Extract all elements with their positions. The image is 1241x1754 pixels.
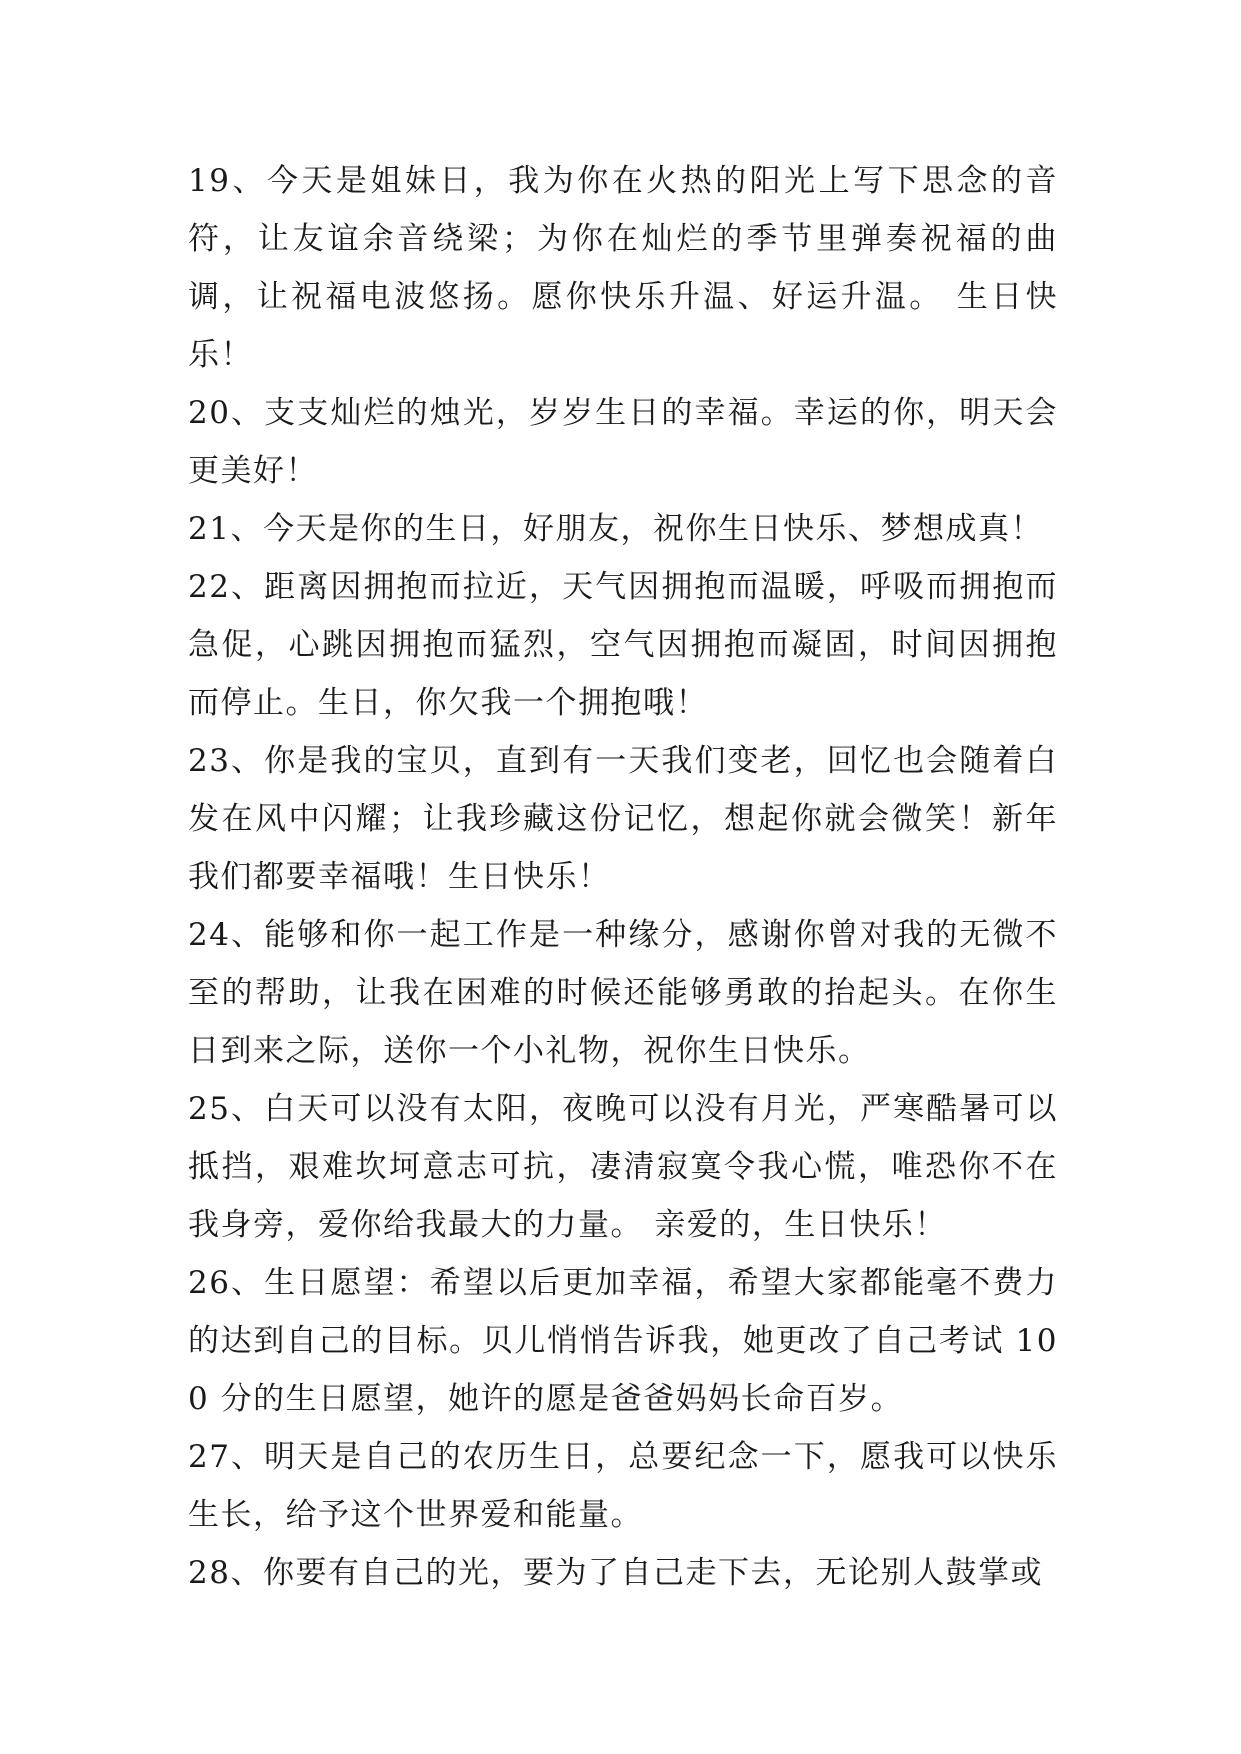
paragraph-27: 27、明天是自己的农历生日，总要纪念一下，愿我可以快乐生长，给予这个世界爱和能量。 — [188, 1439, 1058, 1533]
paragraph-19: 19、今天是姐妹日，我为你在火热的阳光上写下思念的音符，让友谊余音绕梁；为你在灿烂的季节里弹奏祝福的曲调，让祝福电波悠扬。愿你快乐升温、好运升温。 生日快乐！ — [188, 163, 1058, 373]
paragraph-24: 24、能够和你一起工作是一种缘分，感谢你曾对我的无微不至的帮助，让我在困难的时候还能够勇敢的抬起头。在你生日到来之际，送你一个小礼物，祝你生日快乐。 — [188, 917, 1058, 1069]
paragraph-23: 23、你是我的宝贝，直到有一天我们变老，回忆也会随着白发在风中闪耀；让我珍藏这份记忆，想起你就会微笑！新年我们都要幸福哦！生日快乐！ — [188, 743, 1058, 895]
paragraph-26: 26、生日愿望：希望以后更加幸福，希望大家都能毫不费力的达到自己的目标。贝儿悄悄告诉我，她更改了自己考试 100 分的生日愿望，她许的愿是爸爸妈妈长命百岁。 — [188, 1265, 1058, 1417]
paragraph-25: 25、白天可以没有太阳，夜晚可以没有月光，严寒酷暑可以抵挡，艰难坎坷意志可抗，凄清寂寞令我心慌，唯恐你不在我身旁，爱你给我最大的力量。 亲爱的，生日快乐！ — [188, 1091, 1058, 1243]
document-body — [188, 152, 1058, 1602]
paragraph-22: 22、距离因拥抱而拉近，天气因拥抱而温暖，呼吸而拥抱而急促，心跳因拥抱而猛烈，空气因拥抱而凝固，时间因拥抱而停止。生日，你欠我一个拥抱哦！ — [188, 569, 1058, 721]
paragraph-28: 28、你要有自己的光，要为了自己走下去，无论别人鼓掌或 — [188, 1555, 1043, 1591]
paragraph-20: 20、支支灿烂的烛光，岁岁生日的幸福。幸运的你，明天会更美好！ — [188, 395, 1058, 489]
paragraph-21: 21、今天是你的生日，好朋友，祝你生日快乐、梦想成真！ — [188, 511, 1043, 547]
